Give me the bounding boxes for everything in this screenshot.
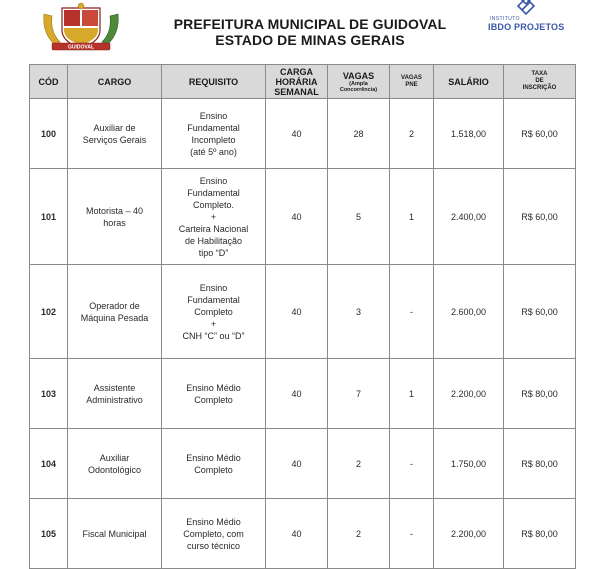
table-row xyxy=(30,359,576,429)
header-cod: CÓD xyxy=(30,65,68,99)
cell-vagas: 3 xyxy=(328,265,390,359)
cell-cargo: Fiscal Municipal xyxy=(68,499,162,569)
cell-requisito: Ensino Médio Completo, com curso técnico xyxy=(162,499,266,569)
positions-table xyxy=(29,64,576,569)
cell-cargo: Operador de Máquina Pesada xyxy=(68,265,162,359)
title-line-2: ESTADO DE MINAS GERAIS xyxy=(215,32,405,48)
cell-carga: 40 xyxy=(266,265,328,359)
cell-pne: 1 xyxy=(390,169,434,265)
cell-cod: 105 xyxy=(30,499,68,569)
table-row xyxy=(30,429,576,499)
cell-cargo: Motorista – 40 horas xyxy=(68,169,162,265)
cell-carga: 40 xyxy=(266,169,328,265)
cell-carga: 40 xyxy=(266,359,328,429)
cell-cod: 103 xyxy=(30,359,68,429)
cell-pne: 1 xyxy=(390,359,434,429)
ibdo-institute-label: INSTITUTO xyxy=(490,16,520,22)
cell-cargo: Assistente Administrativo xyxy=(68,359,162,429)
cell-salario: 1.750,00 xyxy=(434,429,504,499)
header-carga-horaria: CARGA HORÁRIA SEMANAL xyxy=(266,65,328,99)
cell-taxa: R$ 80,00 xyxy=(504,429,576,499)
cell-vagas: 2 xyxy=(328,499,390,569)
page-title xyxy=(160,16,460,48)
header-cargo: CARGO xyxy=(68,65,162,99)
cell-vagas: 28 xyxy=(328,99,390,169)
cell-pne: - xyxy=(390,499,434,569)
cell-taxa: R$ 60,00 xyxy=(504,169,576,265)
title-line-1: PREFEITURA MUNICIPAL DE GUIDOVAL xyxy=(173,16,447,32)
ibdo-logo xyxy=(482,0,574,40)
cell-carga: 40 xyxy=(266,499,328,569)
cell-salario: 2.400,00 xyxy=(434,169,504,265)
guidoval-coat-of-arms-icon xyxy=(40,2,122,52)
cell-pne: - xyxy=(390,429,434,499)
cell-vagas: 5 xyxy=(328,169,390,265)
table-row xyxy=(30,99,576,169)
cell-salario: 2.200,00 xyxy=(434,359,504,429)
cell-pne: 2 xyxy=(390,99,434,169)
cell-taxa: R$ 80,00 xyxy=(504,499,576,569)
table-row xyxy=(30,499,576,569)
cell-vagas: 2 xyxy=(328,429,390,499)
cell-carga: 40 xyxy=(266,429,328,499)
cell-requisito: Ensino Fundamental Completo + CNH “C” ou “D” xyxy=(162,265,266,359)
header-taxa-inscricao: TAXA DE INSCRIÇÃO xyxy=(504,65,576,99)
cell-cod: 100 xyxy=(30,99,68,169)
cell-cod: 101 xyxy=(30,169,68,265)
cell-taxa: R$ 60,00 xyxy=(504,99,576,169)
table-header-row xyxy=(30,65,576,99)
cell-requisito: Ensino Fundamental Completo. + Carteira Nacional de Habilitação tipo “D” xyxy=(162,169,266,265)
cell-salario: 2.600,00 xyxy=(434,265,504,359)
cell-taxa: R$ 60,00 xyxy=(504,265,576,359)
header-requisito: REQUISITO xyxy=(162,65,266,99)
cell-cod: 104 xyxy=(30,429,68,499)
document-header xyxy=(0,0,600,62)
header-salario: SALÁRIO xyxy=(434,65,504,99)
cell-vagas: 7 xyxy=(328,359,390,429)
table-row xyxy=(30,265,576,359)
table-row xyxy=(30,169,576,265)
header-vagas-pne: VAGAS PNE xyxy=(390,65,434,99)
cell-cod: 102 xyxy=(30,265,68,359)
cell-salario: 1.518,00 xyxy=(434,99,504,169)
cell-requisito: Ensino Médio Completo xyxy=(162,359,266,429)
cell-pne: - xyxy=(390,265,434,359)
cell-carga: 40 xyxy=(266,99,328,169)
header-vagas: VAGAS (Ampla Concorrência) xyxy=(328,65,390,99)
cell-cargo: Auxiliar de Serviços Gerais xyxy=(68,99,162,169)
cell-salario: 2.200,00 xyxy=(434,499,504,569)
crest-label: GUIDOVAL xyxy=(67,44,95,51)
cell-taxa: R$ 80,00 xyxy=(504,359,576,429)
cell-requisito: Ensino Médio Completo xyxy=(162,429,266,499)
cell-cargo: Auxiliar Odontológico xyxy=(68,429,162,499)
cell-requisito: Ensino Fundamental Incompleto (até 5º ano) xyxy=(162,99,266,169)
ibdo-name: IBDO PROJETOS xyxy=(488,22,565,32)
